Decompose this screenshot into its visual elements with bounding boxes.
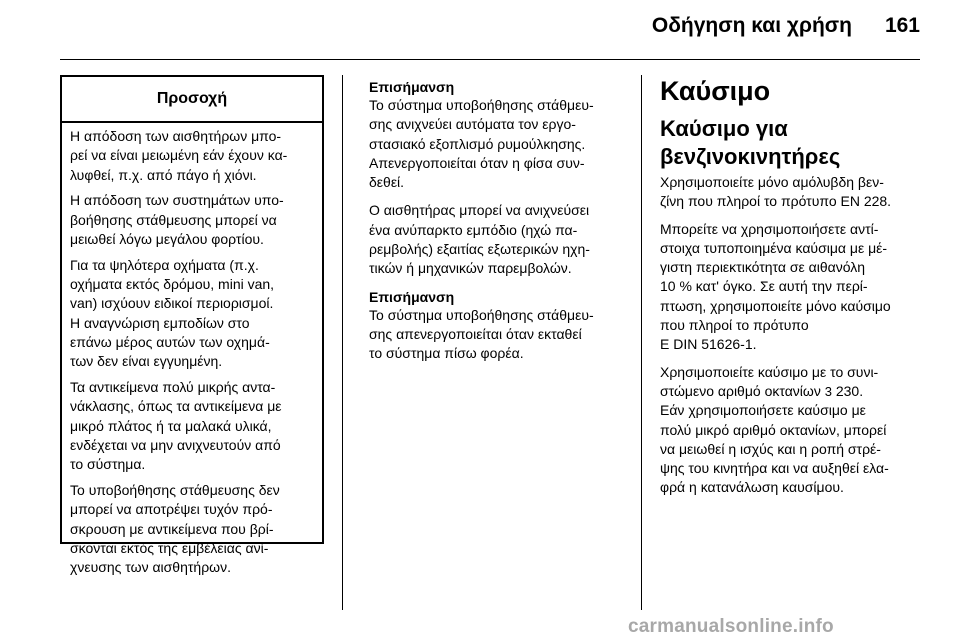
warning-box [60, 75, 324, 576]
column-divider-2 [641, 75, 642, 610]
page-reference-link[interactable]: 230. [831, 382, 864, 399]
warning-title: Προσοχή [62, 77, 322, 123]
warning-paragraph: Τα αντικείμενα πολύ μικρής αντα- νάκλασης, όπως τα αντικείμενα με μικρό πλάτος ή τα μαλακά υλικά, ενδέχεται να μην ανιχνευτούν από το σύστημα. [70, 379, 282, 473]
notice-paragraph: Ο αισθητήρας μπορεί να ανιχνεύσει ένα ανύπαρκτο εμπόδιο (ηχώ πα- ρεμβολής) εξαιτίας εξωτερικών ηχη- τικών ή μηχανικών παρεμβολών. [369, 202, 590, 277]
section-heading: Καύσιμο [660, 76, 771, 106]
warning-paragraph: Η απόδοση των συστημάτων υπο- βοήθησης στάθμευσης μπορεί να μειωθεί λόγω μεγάλου φορτίου. [70, 192, 284, 247]
body-paragraph: Μπορείτε να χρησιμοποιήσετε αντί- στοιχα τυποποιημένα καύσιμα με μέ- γιστη περιεκτικότητα σε αιθανόλη 10 % κατ' όγκο. Σε αυτή την περί- πτωση, χρησιμοποιείτε μόνο καύσιμο που πληροί το πρότυπο E DIN 51626-1. [660, 220, 891, 353]
warning-paragraph: Η απόδοση των αισθητήρων μπο- ρεί να είναι μειωμένη εάν έχουν κα- λυφθεί, π.χ. από πάγο ή χιόνι. [70, 128, 288, 183]
column-divider-1 [342, 75, 343, 610]
warning-paragraph: Για τα ψηλότερα οχήματα (π.χ. οχήματα εκτός δρόμου, mini van, van) ισχύουν ειδικοί περιορισμοί. Η αναγνώριση εμποδίων στο επάνω μέρος αυτών των οχημά- των δεν είναι εγγυημένη. [70, 256, 275, 370]
header-divider [60, 59, 920, 60]
body-paragraph-octane [660, 363, 922, 402]
page-number: 161 [884, 14, 920, 37]
watermark: carmanualsonline.info [628, 616, 834, 637]
notice-label: Επισήμανση [369, 288, 455, 305]
chapter-title: Οδήγηση και χρήση [651, 14, 852, 37]
notice-paragraph: Το σύστημα υποβοήθησης στάθμευ- σης ανιχνεύει αυτόματα τον εργο- στασιακό εξοπλισμό ρυμούλκησης. Απενεργοποιείται όταν η φίσα συν- δεθεί. [369, 97, 594, 191]
notice-label: Επισήμανση [369, 79, 455, 95]
subsection-heading: Καύσιμο για βενζινοκινητήρες [660, 116, 841, 169]
notice-block-2 [369, 288, 627, 364]
right-column [660, 74, 922, 506]
page-reference-arrow-icon: 3 [824, 383, 832, 399]
warning-paragraph: Το υποβοήθησης στάθμευσης δεν μπορεί να αποτρέψει τυχόν πρό- σκρουση με αντικείμενα που βρί- σκονται εκτός της εμβέλειας ανί- χνευσης των αισθητήρων. [70, 482, 280, 576]
body-paragraph: Χρησιμοποιείτε μόνο αμόλυβδη βεν- ζίνη που πληροί το πρότυπο EN 228. [660, 174, 892, 210]
notice-block-1 [369, 78, 627, 279]
body-paragraph: Εάν χρησιμοποιήσετε καύσιμο με πολύ μικρό αριθμό οκτανίων, μπορεί να μειωθεί η ισχύς και η ροπή στρέ- ψης του κινητήρα και να αυξηθεί ελα- φρά η κατανάλωση καυσίμου. [660, 402, 889, 496]
warning-body [62, 123, 322, 578]
notice-paragraph: Το σύστημα υποβοήθησης στάθμευ- σης απενεργοποιείται όταν εκταθεί το σύστημα πίσω φορέα. [369, 306, 594, 362]
octane-text: Χρησιμοποιείτε καύσιμο με το συνι- στώμενο αριθμό οκτανίων [660, 363, 879, 399]
middle-column [369, 78, 627, 373]
